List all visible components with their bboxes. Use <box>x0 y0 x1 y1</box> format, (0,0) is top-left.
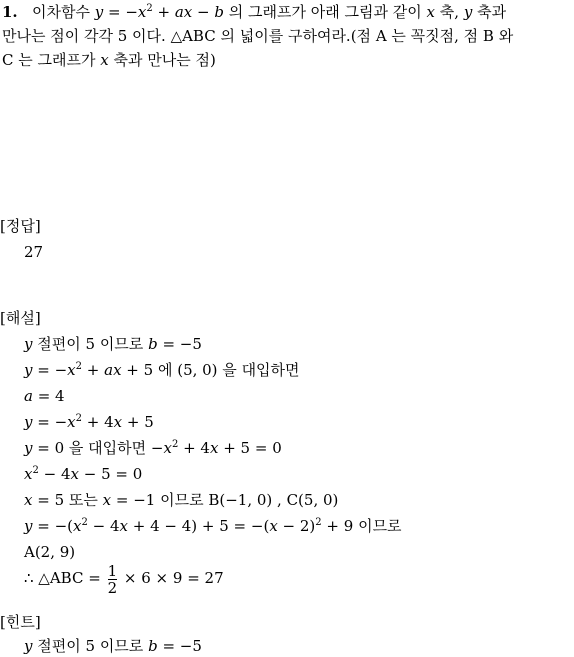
explanation-line-2: $y = -x^2$ + ax + 5 에 (5, 0) 을 대입하면 <box>24 361 300 379</box>
answer-heading: [정답] <box>0 217 41 235</box>
hint-line-1: y 절편이 5 이므로 b = −5 <box>24 637 202 655</box>
explanation-line-8: $y = -(x^2 - 4x + 4 - 4) + 5 = -(x - 2)^2 + 9$ 이므로 <box>24 517 402 535</box>
problem-text: 이차함수 <box>31 3 90 21</box>
explanation-line-5: y = 0 을 대입하면 $-x^2 + 4x + 5 = 0$ <box>24 439 282 457</box>
problem-line-1: 1. 이차함수 $y = -x^2$ + ax − b 의 그래프가 아래 그림과 같이 x 축, y 축과 <box>2 3 507 21</box>
problem-text: C 는 그래프가 <box>2 51 96 69</box>
problem-line-2: 만나는 점이 각각 5 이다. △ABC 의 넓이를 구하여라.(점 A 는 꼭짓점, 점 B 와 <box>2 27 514 45</box>
explanation-heading: [해설] <box>0 309 41 327</box>
explanation-text: 을 대입하면 <box>68 439 147 457</box>
fraction-numerator: 1 <box>107 561 118 580</box>
explanation-text: 또는 <box>68 491 98 509</box>
explanation-text: 에 (5, 0) 을 대입하면 <box>157 361 300 379</box>
problem-text: 축과 만나는 점) <box>113 51 216 69</box>
problem-text: 의 그래프가 아래 그림과 같이 <box>228 3 422 21</box>
explanation-line-4: $y = -x^2 + 4x + 5$ <box>24 413 154 431</box>
fraction <box>108 563 118 596</box>
explanation-text: 이므로 B(−1, 0) , C(5, 0) <box>160 491 339 509</box>
fraction-denominator: 2 <box>107 578 118 597</box>
hint-heading: [힌트] <box>0 613 41 631</box>
answer-value: 27 <box>24 243 44 261</box>
explanation-line-1: y 절편이 5 이므로 b = −5 <box>24 335 202 353</box>
explanation-text: ∴ △ABC = <box>24 569 101 587</box>
explanation-text: 절편이 5 이므로 <box>37 335 144 353</box>
explanation-line-6: $x^2 - 4x - 5 = 0$ <box>24 465 143 483</box>
problem-line-3: C 는 그래프가 x 축과 만나는 점) <box>2 51 216 69</box>
explanation-line-10 <box>24 558 224 598</box>
problem-text: 축, <box>439 3 460 21</box>
explanation-text: 이므로 <box>358 517 402 535</box>
explanation-line-3: a = 4 <box>24 387 65 405</box>
hint-text: 절편이 5 이므로 <box>37 637 144 655</box>
problem-number: 1. <box>2 3 18 21</box>
explanation-text: × 6 × 9 = 27 <box>123 569 224 587</box>
explanation-line-9: A(2, 9) <box>24 543 76 561</box>
explanation-line-7: x = 5 또는 x = −1 이므로 B(−1, 0) , C(5, 0) <box>24 491 339 509</box>
problem-text: 축과 <box>477 3 507 21</box>
